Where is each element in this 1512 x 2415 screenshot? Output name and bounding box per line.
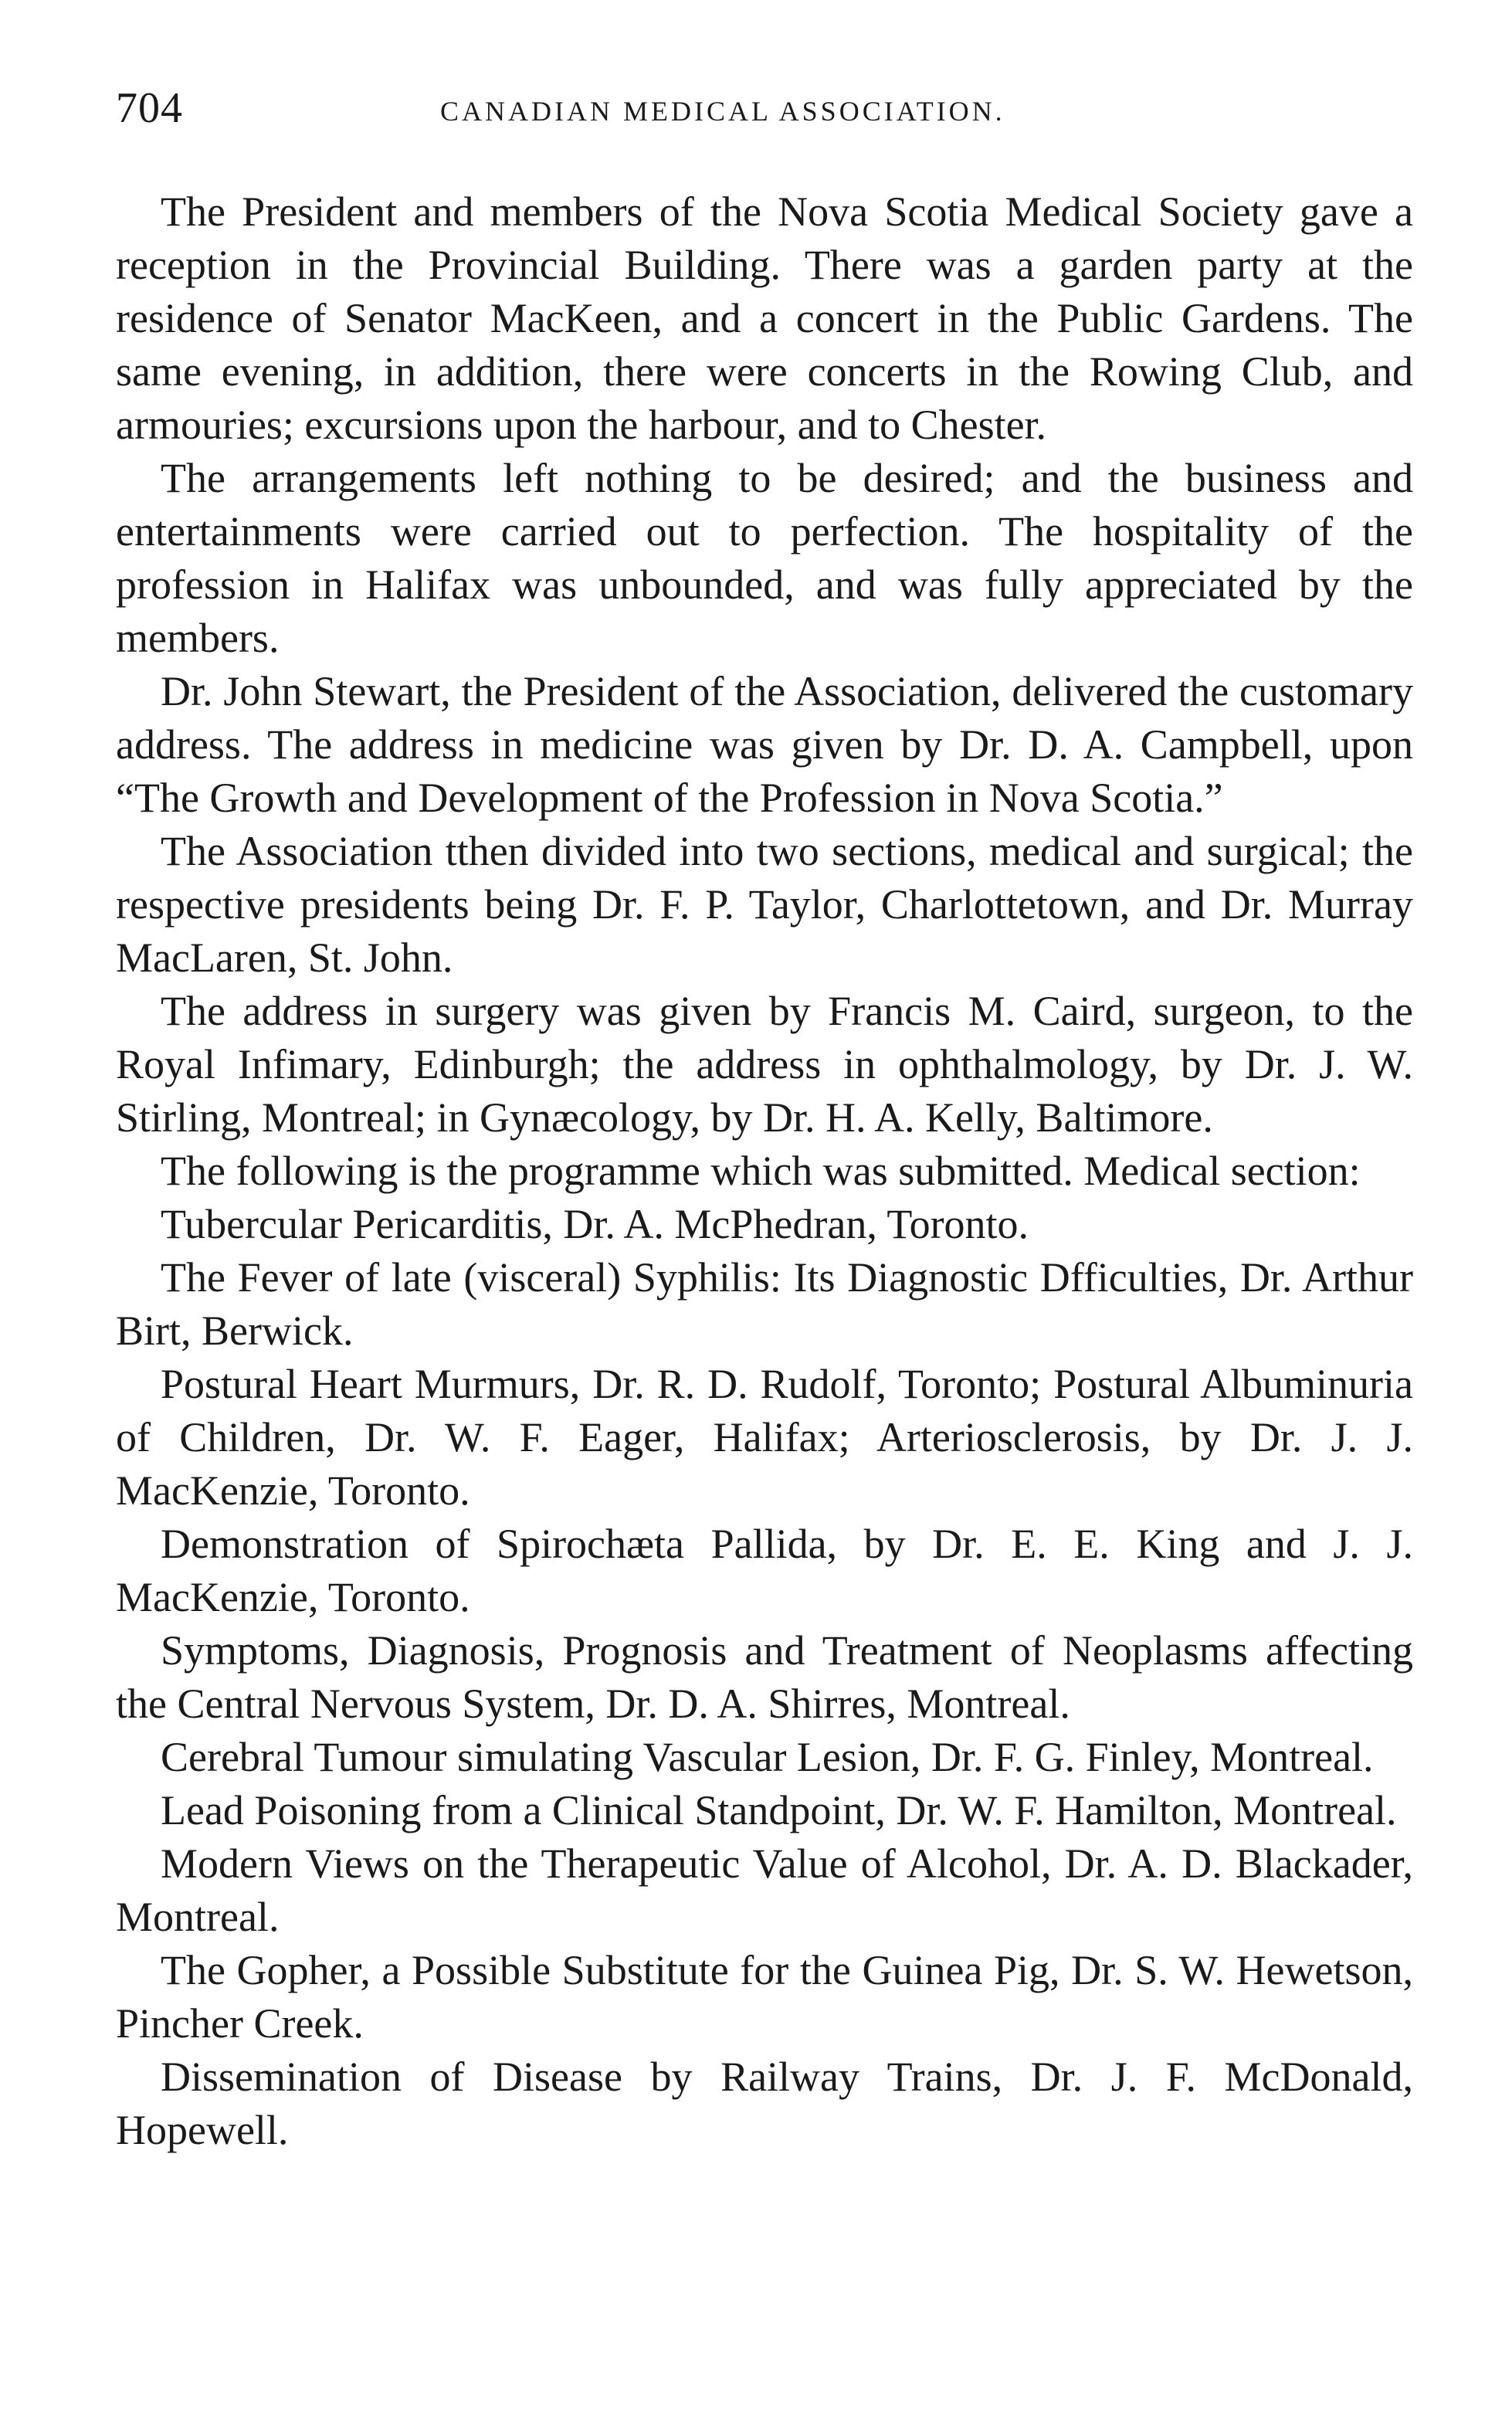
paragraph-reception: The President and members of the Nova Scotia Medical Society gave a reception in the Provincial Building. There was a garden party at the residence of Senator MacKeen, and a concert in the Public Gardens. The same evening, in addition, there were concerts in the Rowing Club, and armouries; excursions upon the harbour, and to Chester. [116,188,1413,448]
paragraph-sections: The Association tthen divided into two sections, medical and surgical; the respective presidents being Dr. F. P. Taylor, Charlottetown, and Dr. Murray MacLaren, St. John. [116,828,1413,981]
paragraph-arrangements: The arrangements left nothing to be desired; and the business and entertainments were carried out to perfection. The hospitality of the profession in Halifax was unbounded, and was fully appreciated by the members. [116,455,1413,661]
programme-item: Lead Poisoning from a Clinical Standpoint, Dr. W. F. Hamilton, Montreal. [161,1787,1397,1833]
running-title: CANADIAN MEDICAL ASSOCIATION. [440,96,1005,127]
programme-item: Symptoms, Diagnosis, Prognosis and Treatment of Neoplasms affecting the Central Nervous System, Dr. D. A. Shirres, Montreal. [116,1627,1413,1727]
programme-item: Dissemination of Disease by Railway Trains, Dr. J. F. McDonald, Hopewell. [116,2054,1413,2153]
page-number: 704 [116,84,183,132]
programme-item: The Gopher, a Possible Substitute for the Guinea Pig, Dr. S. W. Hewetson, Pincher Creek. [116,1947,1413,2047]
programme-item: Demonstration of Spirochæta Pallida, by Dr. E. E. King and J. J. MacKenzie, Toronto. [116,1521,1413,1620]
programme-item: Postural Heart Murmurs, Dr. R. D. Rudolf, Toronto; Postural Albuminuria of Children, Dr. W. F. Eager, Halifax; Arteriosclerosis, by Dr. J. J. MacKenzie, Toronto. [116,1361,1413,1514]
programme-item: Cerebral Tumour simulating Vascular Lesion, Dr. F. G. Finley, Montreal. [161,1734,1374,1780]
running-head [116,77,1413,139]
programme-item: Modern Views on the Therapeutic Value of Alcohol, Dr. A. D. Blackader, Montreal. [116,1840,1413,1940]
programme-item: The Fever of late (visceral) Syphilis: Its Diagnostic Dfficulties, Dr. Arthur Birt, Berwick. [116,1254,1413,1354]
paragraph-programme-intro: The following is the programme which was submitted. Medical section: [161,1148,1361,1194]
body-text [116,185,1413,2157]
paragraph-president-address: Dr. John Stewart, the President of the Association, delivered the customary address. The address in medicine was given by Dr. D. A. Campbell, upon “The Growth and Development of the Profession in Nova Scotia.” [116,668,1413,821]
paragraph-surgery-address: The address in surgery was given by Francis M. Caird, surgeon, to the Royal Infimary, Edinburgh; the address in ophthalmology, by Dr. J. W. Stirling, Montreal; in Gynæcology, by Dr. H. A. Kelly, Baltimore. [116,988,1413,1141]
document-page [116,77,1413,2157]
programme-item: Tubercular Pericarditis, Dr. A. McPhedran, Toronto. [161,1201,1029,1247]
